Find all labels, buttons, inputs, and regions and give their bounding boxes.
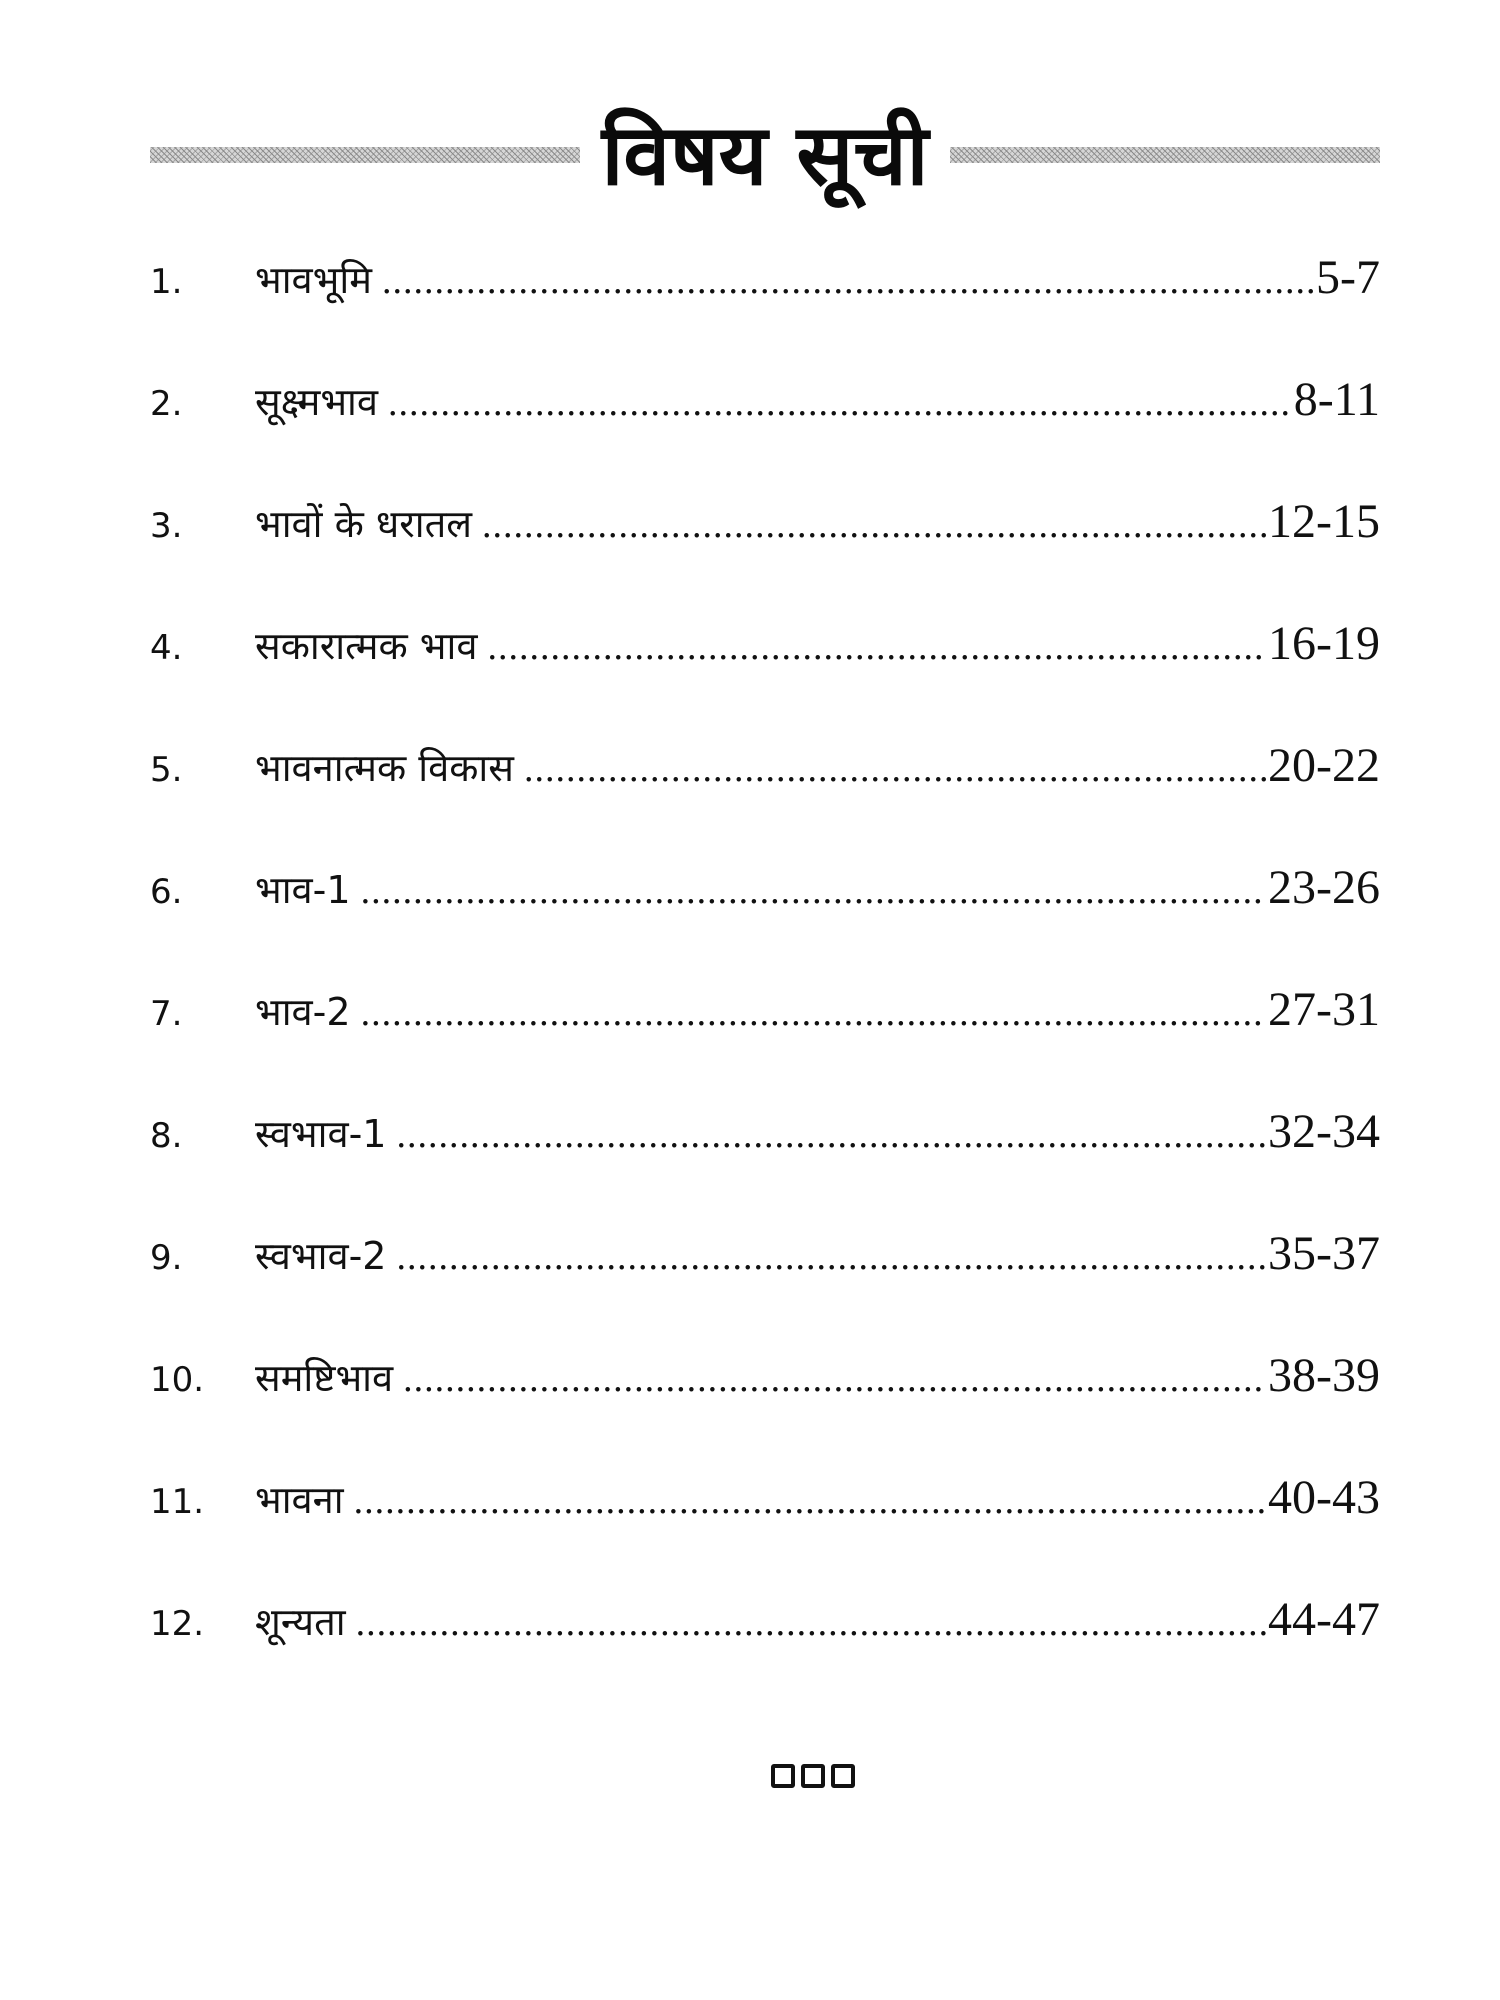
toc-entry [150, 1470, 1380, 1592]
toc-entry [150, 372, 1380, 494]
toc-entry [150, 1348, 1380, 1470]
square-ornament-icon [831, 1764, 855, 1788]
toc-entry-number: 2. [150, 384, 183, 424]
toc-entry-pages: 12-15 [1268, 495, 1380, 548]
dot-leader [382, 259, 1314, 303]
toc-entry-number: 4. [150, 628, 183, 668]
dot-leader [396, 1235, 1266, 1279]
toc-entry-number: 5. [150, 750, 183, 790]
toc-entry-title: भावों के धरातल [255, 502, 473, 546]
end-of-section-ornament [771, 1764, 855, 1788]
toc-entry [150, 616, 1380, 738]
toc-entry-title: भाव-1 [255, 868, 351, 912]
toc-entry [150, 738, 1380, 860]
toc-entry-pages: 23-26 [1268, 861, 1380, 914]
page-title: विषय सूची [601, 106, 929, 204]
square-ornament-icon [801, 1764, 825, 1788]
toc-entry-number: 12. [150, 1604, 205, 1644]
toc-entry [150, 1592, 1380, 1714]
toc-entry-title: शून्यता [255, 1600, 346, 1644]
dot-leader [361, 869, 1266, 913]
toc-entry-pages: 8-11 [1293, 373, 1380, 426]
toc-entry-pages: 38-39 [1268, 1349, 1380, 1402]
dot-leader [388, 381, 1292, 425]
toc-entry-title: भावनात्मक विकास [255, 746, 514, 790]
toc-entry-pages: 35-37 [1268, 1227, 1380, 1280]
toc-entry-title: भाव-2 [255, 990, 351, 1034]
dot-leader [524, 747, 1266, 791]
dot-leader [356, 1601, 1266, 1645]
title-rule-left [150, 147, 580, 163]
toc-entry-number: 1. [150, 262, 183, 302]
toc-entry-number: 10. [150, 1360, 205, 1400]
toc-entry-pages: 27-31 [1268, 983, 1380, 1036]
square-ornament-icon [771, 1764, 795, 1788]
toc-entry-title: समष्टिभाव [255, 1356, 394, 1400]
title-row [150, 100, 1380, 210]
toc-entry-title: भावना [255, 1478, 344, 1522]
toc-entry-number: 9. [150, 1238, 183, 1278]
toc-entry-pages: 40-43 [1268, 1471, 1380, 1524]
toc-entry [150, 494, 1380, 616]
toc-entry-title: स्वभाव-2 [255, 1234, 387, 1278]
toc-entry-pages: 16-19 [1268, 617, 1380, 670]
toc-entry-number: 8. [150, 1116, 183, 1156]
table-of-contents [150, 250, 1380, 1714]
toc-entry-number: 11. [150, 1482, 205, 1522]
title-rule-right [950, 147, 1380, 163]
dot-leader [396, 1113, 1266, 1157]
dot-leader [482, 503, 1266, 547]
toc-entry-number: 3. [150, 506, 183, 546]
toc-entry [150, 982, 1380, 1104]
toc-entry-pages: 32-34 [1268, 1105, 1380, 1158]
toc-entry-number: 6. [150, 872, 183, 912]
toc-entry [150, 1226, 1380, 1348]
toc-entry-number: 7. [150, 994, 183, 1034]
toc-entry [150, 860, 1380, 982]
toc-entry [150, 1104, 1380, 1226]
dot-leader [354, 1479, 1266, 1523]
toc-entry-title: सकारात्मक भाव [255, 624, 478, 668]
toc-entry-pages: 5-7 [1316, 251, 1380, 304]
dot-leader [361, 991, 1266, 1035]
dot-leader [403, 1357, 1266, 1401]
toc-entry-pages: 20-22 [1268, 739, 1380, 792]
toc-entry-title: स्वभाव-1 [255, 1112, 387, 1156]
toc-entry [150, 250, 1380, 372]
toc-entry-title: भावभूमि [255, 258, 372, 302]
toc-entry-title: सूक्ष्मभाव [255, 380, 379, 424]
toc-entry-pages: 44-47 [1268, 1593, 1380, 1646]
dot-leader [487, 625, 1266, 669]
